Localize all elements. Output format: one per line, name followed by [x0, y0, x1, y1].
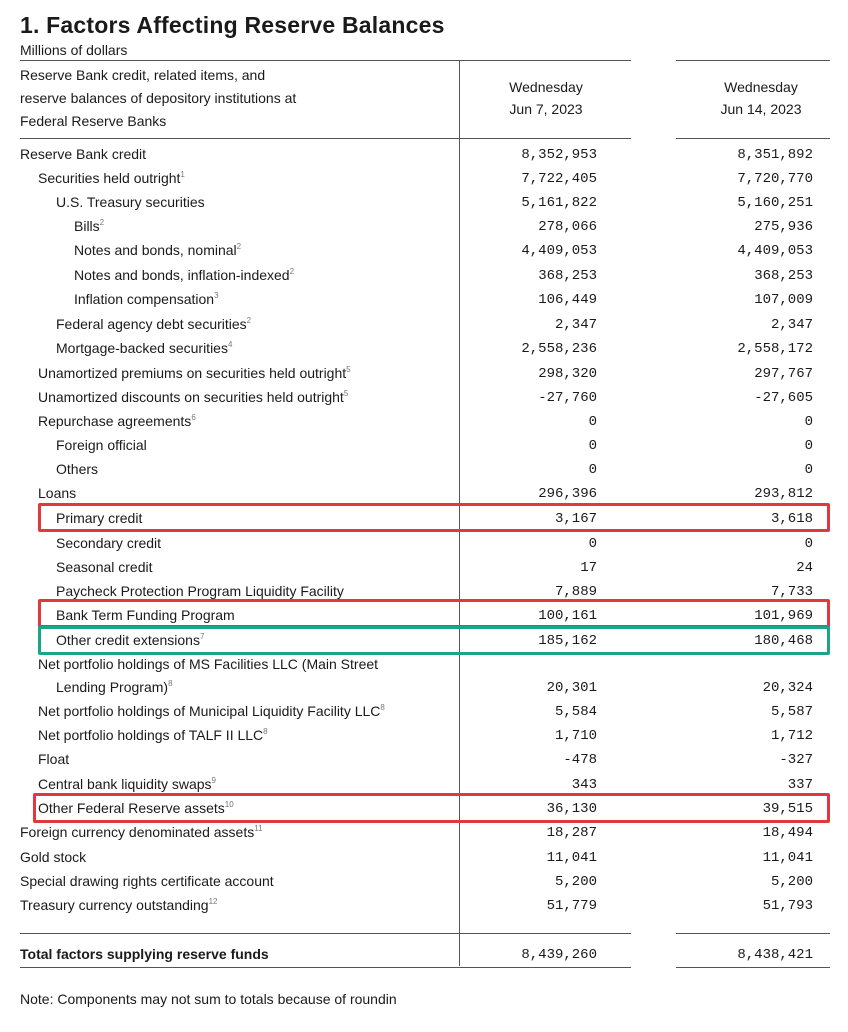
value-jun7: 51,779 [546, 898, 597, 914]
header-top-rule [20, 60, 631, 61]
row-label-text: Special drawing rights certificate account [20, 873, 274, 889]
footnote-marker: 8 [168, 679, 173, 688]
footnote-marker: 8 [263, 727, 268, 736]
row-label-text: Loans [38, 485, 77, 501]
column-header-day: Wednesday [509, 79, 583, 95]
row-label-text: Foreign official [56, 437, 147, 453]
footnote-marker: 12 [208, 897, 218, 906]
value-jun7: 278,066 [538, 219, 597, 235]
value-jun14: 0 [804, 414, 813, 430]
footnote-marker: 2 [246, 316, 252, 325]
row-label-text: Other credit extensions [56, 632, 200, 648]
total-value-jun7: 8,439,260 [521, 947, 597, 963]
value-jun7: 18,287 [546, 825, 597, 841]
value-jun14: 5,587 [770, 704, 813, 720]
table-row [0, 166, 848, 190]
table-row [0, 531, 848, 555]
table-row [0, 820, 848, 844]
row-label-text: Paycheck Protection Program Liquidity Facility [56, 583, 344, 599]
row-label-text: Mortgage-backed securities [56, 340, 228, 356]
row-label [38, 170, 185, 186]
table-row [0, 142, 848, 166]
footnote-marker: 8 [380, 703, 385, 712]
value-jun7: 0 [588, 462, 597, 478]
total-top-rule [20, 933, 631, 934]
value-jun7: 296,396 [538, 486, 597, 502]
value-jun14: 51,793 [762, 898, 813, 914]
row-label-text: Float [38, 751, 70, 767]
row-label-text: Inflation compensation [74, 291, 215, 307]
header-desc-line: reserve balances of depository institutions at [20, 90, 297, 106]
highlight-box-primary-credit [38, 503, 830, 532]
value-jun14: 101,969 [754, 608, 813, 624]
table-row [0, 336, 848, 360]
row-label [38, 703, 385, 719]
total-label: Total factors supplying reserve funds [20, 946, 269, 962]
value-jun14: 39,515 [762, 801, 813, 817]
total-row [0, 942, 848, 966]
row-label [56, 461, 98, 477]
column-header-date: Jun 7, 2023 [509, 101, 583, 117]
value-jun7: 11,041 [546, 850, 597, 866]
row-label [20, 849, 86, 865]
row-label [20, 146, 146, 162]
value-jun14: 2,558,172 [737, 341, 813, 357]
value-jun7: 3,167 [554, 511, 597, 527]
footnote-marker: 3 [214, 291, 219, 300]
row-label-text: Reserve Bank credit [20, 146, 147, 162]
value-jun14: 5,200 [770, 874, 813, 890]
value-jun7: 5,584 [554, 704, 597, 720]
column-header-jun7 [460, 76, 632, 120]
value-jun7: 20,301 [546, 680, 597, 696]
row-label-text: Secondary credit [56, 535, 162, 551]
value-jun7: 185,162 [538, 633, 597, 649]
value-jun14: -327 [779, 752, 813, 768]
footnote-marker: 2 [236, 242, 242, 251]
value-jun14: 297,767 [754, 366, 813, 382]
value-jun7: 4,409,053 [521, 243, 597, 259]
value-jun14: 293,812 [754, 486, 813, 502]
row-label [56, 340, 232, 356]
footnote-marker: 10 [224, 800, 234, 809]
row-label [56, 535, 161, 551]
header-desc-line: Federal Reserve Banks [20, 113, 167, 129]
footnote-marker: 9 [211, 776, 216, 785]
row-label-text: U.S. Treasury securities [56, 194, 205, 210]
row-label [38, 365, 351, 381]
row-label [56, 679, 173, 695]
row-label [38, 485, 76, 501]
row-label-text: Other Federal Reserve assets [38, 800, 225, 816]
total-bottom-rule [20, 967, 631, 968]
row-label [74, 242, 241, 258]
table-row [0, 190, 848, 214]
value-jun14: 0 [804, 438, 813, 454]
row-label-text: Net portfolio holdings of Municipal Liquidity Facility LLC [38, 703, 381, 719]
row-label [38, 776, 216, 792]
row-label-text: Notes and bonds, inflation-indexed [74, 267, 290, 283]
table-row [0, 893, 848, 917]
value-jun7: 7,722,405 [521, 171, 597, 187]
value-jun7: 0 [588, 414, 597, 430]
value-jun7: 0 [588, 536, 597, 552]
footnote-marker: 5 [343, 389, 349, 398]
value-jun7: 0 [588, 438, 597, 454]
row-label-text: Treasury currency outstanding [20, 897, 209, 913]
table-row [0, 433, 848, 457]
row-label-text: Federal agency debt securities [56, 316, 247, 332]
row-label-text: Gold stock [20, 849, 87, 865]
header-top-rule-col2 [676, 60, 830, 61]
row-label [56, 437, 147, 453]
table-row [0, 457, 848, 481]
header-desc-line: Reserve Bank credit, related items, and [20, 67, 266, 83]
column-header-jun14 [676, 76, 846, 120]
table-row [0, 361, 848, 385]
value-jun7: 343 [571, 777, 597, 793]
table-row [0, 287, 848, 311]
value-jun7: 106,449 [538, 292, 597, 308]
value-jun14: 107,009 [754, 292, 813, 308]
value-jun14: 20,324 [762, 680, 813, 696]
value-jun14: 180,468 [754, 633, 813, 649]
value-jun14: 24 [796, 560, 813, 576]
row-label [38, 413, 196, 429]
value-jun7: 5,200 [554, 874, 597, 890]
table-row [0, 385, 848, 409]
value-jun14: 7,733 [770, 584, 813, 600]
row-label-text: Unamortized discounts on securities held outright [38, 389, 344, 405]
row-label-text: Foreign currency denominated assets [20, 824, 255, 840]
table-row [0, 675, 848, 699]
row-label [20, 873, 274, 889]
value-jun7: 8,352,953 [521, 147, 597, 163]
footnote-marker: 6 [191, 413, 196, 422]
value-jun14: 0 [804, 536, 813, 552]
value-jun14: 275,936 [754, 219, 813, 235]
value-jun14: 1,712 [770, 728, 813, 744]
total-bottom-rule-col2 [676, 967, 830, 968]
table-row [0, 409, 848, 433]
table-row [0, 312, 848, 336]
row-label [74, 267, 294, 283]
row-label [56, 316, 251, 332]
footnote: Note: Components may not sum to totals because of roundin [20, 991, 397, 1007]
value-jun7: -478 [563, 752, 597, 768]
row-label [56, 559, 153, 575]
footnote-marker: 11 [254, 824, 263, 833]
table-row [0, 747, 848, 771]
column-header-day: Wednesday [724, 79, 798, 95]
row-label [74, 291, 219, 307]
table-row [0, 263, 848, 287]
row-label-text: Bills [74, 218, 100, 234]
row-label-text: Net portfolio holdings of MS Facilities LLC (Main Street [38, 656, 379, 672]
row-label [38, 389, 348, 405]
value-jun7: 2,558,236 [521, 341, 597, 357]
table-row [0, 238, 848, 262]
value-jun14: 7,720,770 [737, 171, 813, 187]
row-label-text: Bank Term Funding Program [56, 607, 235, 623]
value-jun7: 298,320 [538, 366, 597, 382]
value-jun7: 5,161,822 [521, 195, 597, 211]
value-jun7: 2,347 [554, 317, 597, 333]
total-top-rule-col2 [676, 933, 830, 934]
header-bottom-rule-col2 [676, 138, 830, 139]
footnote-marker: 4 [227, 340, 233, 349]
footnote-marker: 2 [99, 218, 105, 227]
table-row [0, 652, 848, 676]
highlight-box-other-credit-extensions [38, 626, 830, 655]
table-row [0, 699, 848, 723]
table-row [0, 555, 848, 579]
value-jun14: -27,605 [754, 390, 813, 406]
row-label [20, 897, 217, 913]
table-row [0, 723, 848, 747]
table-row [0, 214, 848, 238]
units-subtitle: Millions of dollars [20, 42, 128, 58]
value-jun14: 8,351,892 [737, 147, 813, 163]
table-row [0, 481, 848, 505]
table-row [0, 845, 848, 869]
value-jun7: 368,253 [538, 268, 597, 284]
highlight-box-bank-term-funding [38, 599, 830, 628]
row-label [20, 824, 263, 840]
row-label-text: Central bank liquidity swaps [38, 776, 212, 792]
row-label [74, 218, 104, 234]
row-label-text: Lending Program) [56, 679, 169, 695]
value-jun14: 368,253 [754, 268, 813, 284]
value-jun14: 337 [787, 777, 813, 793]
header-description [20, 64, 350, 133]
column-header-date: Jun 14, 2023 [720, 101, 802, 117]
row-label [38, 727, 268, 743]
row-label-text: Others [56, 461, 99, 477]
header-bottom-rule [20, 138, 631, 139]
footnote-marker: 5 [346, 365, 351, 374]
row-label-text: Securities held outright [38, 170, 181, 186]
value-jun7: 36,130 [546, 801, 597, 817]
highlight-box-other-fed-assets [33, 793, 830, 823]
footnote-marker: 1 [180, 170, 185, 179]
row-label-text: Seasonal credit [56, 559, 153, 575]
value-jun14: 2,347 [770, 317, 813, 333]
value-jun14: 18,494 [762, 825, 813, 841]
row-label-text: Notes and bonds, nominal [74, 242, 237, 258]
value-jun14: 5,160,251 [737, 195, 813, 211]
value-jun14: 3,618 [770, 511, 813, 527]
row-label [56, 194, 205, 210]
row-label-text: Repurchase agreements [38, 413, 192, 429]
value-jun7: 17 [580, 560, 597, 576]
value-jun14: 0 [804, 462, 813, 478]
row-label [38, 656, 378, 672]
row-label [56, 583, 344, 599]
table-title: 1. Factors Affecting Reserve Balances [20, 12, 445, 38]
value-jun7: 100,161 [538, 608, 597, 624]
row-label-text: Unamortized premiums on securities held outright [38, 365, 347, 381]
row-label-text: Net portfolio holdings of TALF II LLC [38, 727, 264, 743]
total-value-jun14: 8,438,421 [737, 947, 813, 963]
footnote-marker: 7 [199, 632, 205, 641]
row-label-text: Primary credit [56, 510, 143, 526]
value-jun14: 11,041 [762, 850, 813, 866]
footnote-marker: 2 [289, 267, 295, 276]
value-jun14: 4,409,053 [737, 243, 813, 259]
table-row [0, 869, 848, 893]
row-label [38, 751, 69, 767]
value-jun7: -27,760 [538, 390, 597, 406]
value-jun7: 1,710 [554, 728, 597, 744]
value-jun7: 7,889 [554, 584, 597, 600]
